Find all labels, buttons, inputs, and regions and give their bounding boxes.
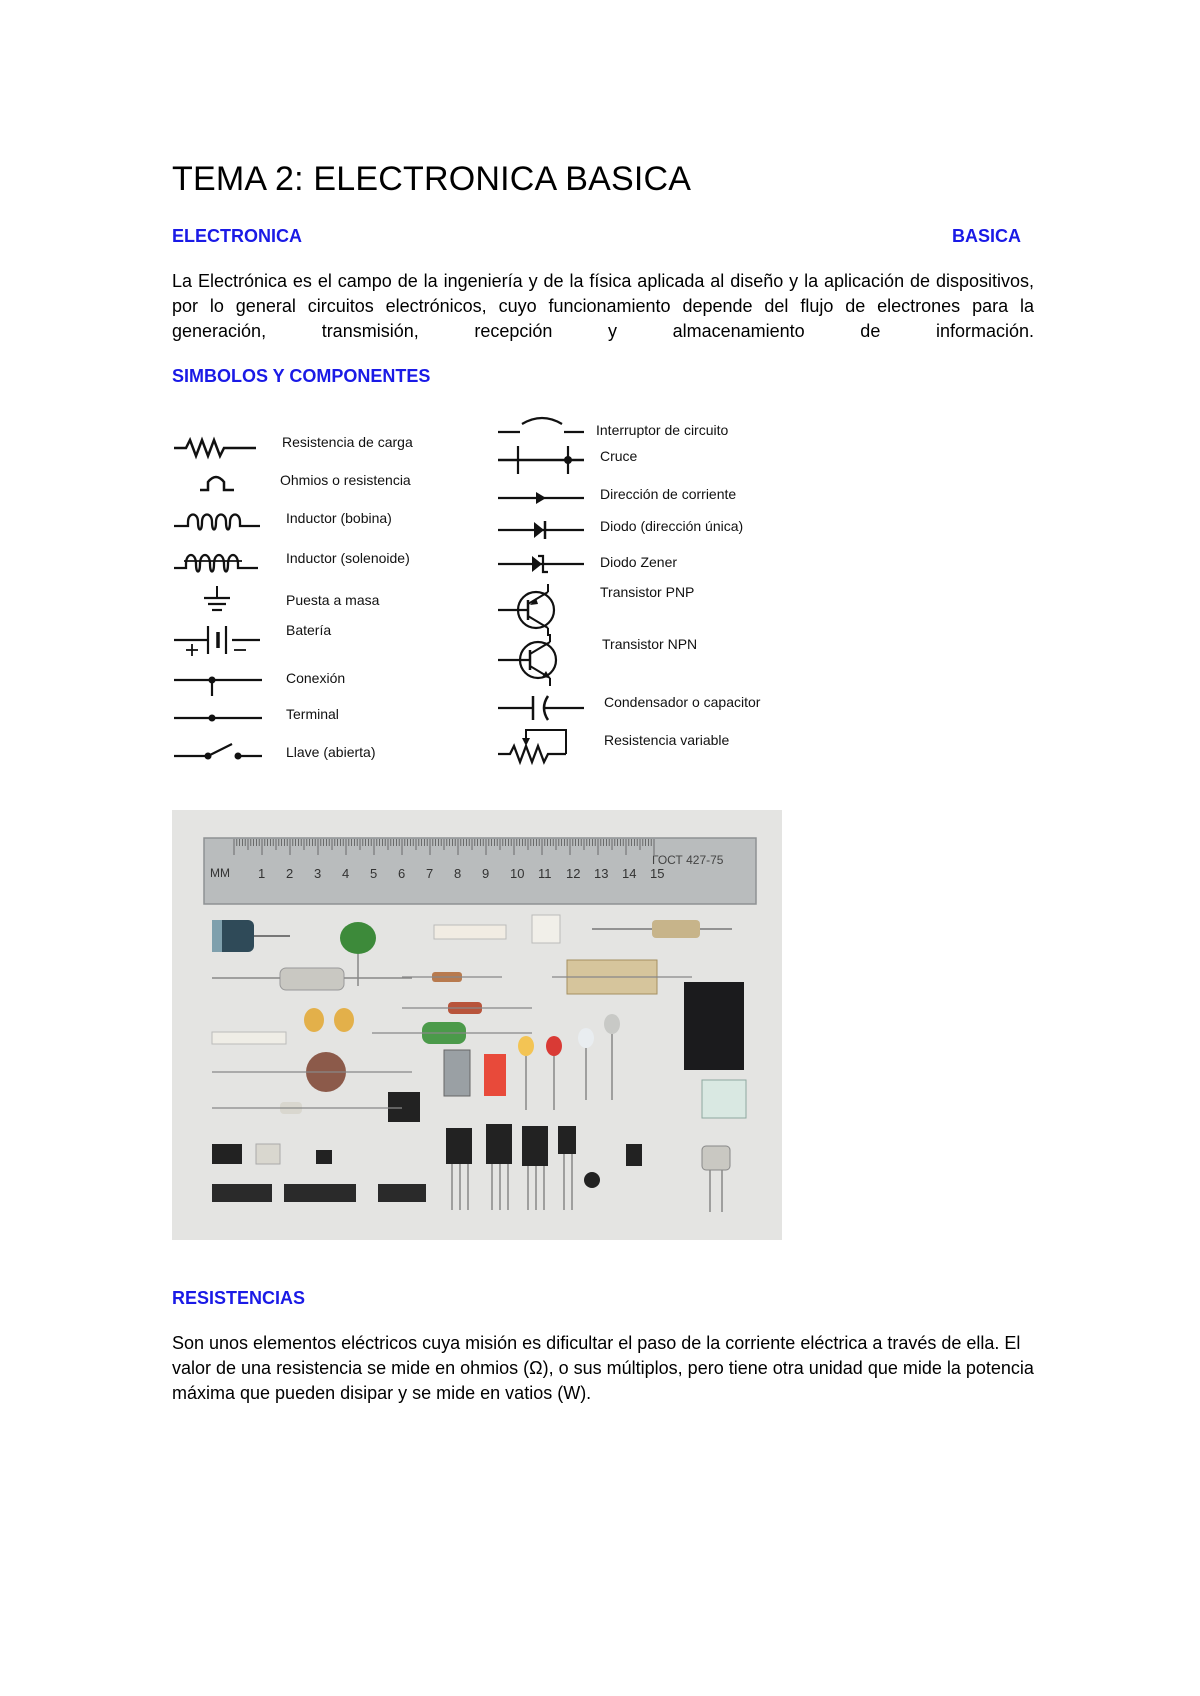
page-title: TEMA 2: ELECTRONICA BASICA <box>172 160 692 198</box>
symbol-row-inductor-bobina <box>172 504 472 538</box>
ruler-number: 8 <box>454 866 462 881</box>
ruler <box>204 838 756 904</box>
resistor-zigzag-icon <box>172 428 262 462</box>
heading-electronica: ELECTRONICA <box>172 226 302 246</box>
symbol-row-cruce <box>496 444 792 478</box>
ruler-number: 14 <box>622 866 637 881</box>
symbol-label: Llave (abierta) <box>286 744 376 760</box>
ruler-label: ГОСТ 427-75 <box>652 853 724 867</box>
symbol-label: Cruce <box>600 448 638 464</box>
ruler-number: 9 <box>482 866 490 881</box>
symbols-figure <box>172 410 792 790</box>
ruler-number: 11 <box>538 866 552 881</box>
symbol-label: Diodo Zener <box>600 554 678 570</box>
symbol-label: Puesta a masa <box>286 592 380 608</box>
symbol-row-direccion <box>496 478 792 512</box>
symbol-label: Terminal <box>286 706 339 722</box>
ruler-number: 3 <box>314 866 322 881</box>
ruler-number: 12 <box>566 866 581 881</box>
symbol-label: Inductor (bobina) <box>286 510 392 526</box>
ruler-number: 4 <box>342 866 350 881</box>
symbol-row-bateria <box>172 620 472 654</box>
symbol-row-terminal <box>172 700 472 734</box>
solenoid-icon <box>172 544 272 578</box>
ruler-number: 1 <box>258 866 266 881</box>
symbol-row-resistencia-variable <box>496 724 792 768</box>
ruler-number: 6 <box>398 866 406 881</box>
current-direction-icon <box>496 478 586 512</box>
symbol-label: Dirección de corriente <box>600 486 737 502</box>
symbol-row-conexion <box>172 666 472 700</box>
symbol-label: Inductor (solenoide) <box>286 550 410 566</box>
ruler-number: 2 <box>286 866 294 881</box>
symbol-label: Interruptor de circuito <box>596 422 729 438</box>
symbol-row-llave <box>172 736 472 770</box>
ruler-number: 5 <box>370 866 378 881</box>
symbol-label: Transistor PNP <box>600 584 695 600</box>
symbol-label: Transistor NPN <box>602 636 698 652</box>
heading-resistencias: RESISTENCIAS <box>172 1288 306 1308</box>
pnp-transistor-icon <box>496 584 586 636</box>
symbol-label: Condensador o capacitor <box>604 694 761 710</box>
battery-icon <box>172 620 272 660</box>
symbol-label: Batería <box>286 622 332 638</box>
ruler-number: 13 <box>594 866 609 881</box>
symbol-row-diodo <box>496 512 792 546</box>
symbol-row-npn <box>496 634 792 682</box>
circuit-breaker-icon <box>496 410 586 444</box>
ground-icon <box>172 584 262 618</box>
symbol-row-resistencia-carga <box>172 428 472 462</box>
symbol-label: Conexión <box>286 670 346 686</box>
symbol-row-zener <box>496 548 792 582</box>
symbol-label: Diodo (dirección única) <box>600 518 744 534</box>
zener-diode-icon <box>496 548 586 582</box>
open-switch-icon <box>172 736 272 770</box>
inductor-coil-icon <box>172 504 272 538</box>
ruler-number: 15 <box>650 866 665 881</box>
symbol-label: Resistencia variable <box>604 732 730 748</box>
ruler-unit: MM <box>210 866 230 880</box>
terminal-icon <box>172 700 272 734</box>
symbol-row-inductor-solenoide <box>172 544 472 578</box>
resistencias-paragraph: Son unos elementos eléctricos cuya misión es dificultar el paso de la corriente eléctrica a través de ella. El valor de una resistencia se mide en ohmios (Ω), o sus múltiplos, pero tiene otra unidad que mide la potencia máxima que pueden disipar y se mide en vatios (W). <box>172 1333 1034 1403</box>
connection-dot-icon <box>172 666 272 700</box>
symbol-label: Ohmios o resistencia <box>280 472 411 488</box>
diode-icon <box>496 512 586 546</box>
crossing-icon <box>496 444 586 478</box>
heading-simbolos: SIMBOLOS Y COMPONENTES <box>172 366 431 386</box>
npn-transistor-icon <box>496 634 586 686</box>
symbol-label: Resistencia de carga <box>282 434 413 450</box>
ruler-number: 10 <box>510 866 525 881</box>
symbol-row-ohmios <box>172 466 472 500</box>
capacitor-icon <box>496 690 586 724</box>
symbol-row-condensador <box>496 690 792 724</box>
heading-basica: BASICA <box>952 226 1022 246</box>
ohm-arc-icon <box>172 466 262 500</box>
intro-paragraph: La Electrónica es el campo de la ingeniería y de la física aplicada al diseño y la aplicación de dispositivos, por lo general circuitos electrónicos, cuyo funcionamiento depende del flujo de electrones para la generación, transmisión, recepción y almacenamiento de información. <box>172 271 1034 341</box>
ruler-number: 7 <box>426 866 434 881</box>
electronic-components-photo <box>172 810 782 1240</box>
variable-resistor-icon <box>496 724 586 768</box>
symbol-row-puesta-masa <box>172 584 472 618</box>
symbol-row-interruptor <box>496 410 792 444</box>
symbol-row-pnp <box>496 584 792 632</box>
